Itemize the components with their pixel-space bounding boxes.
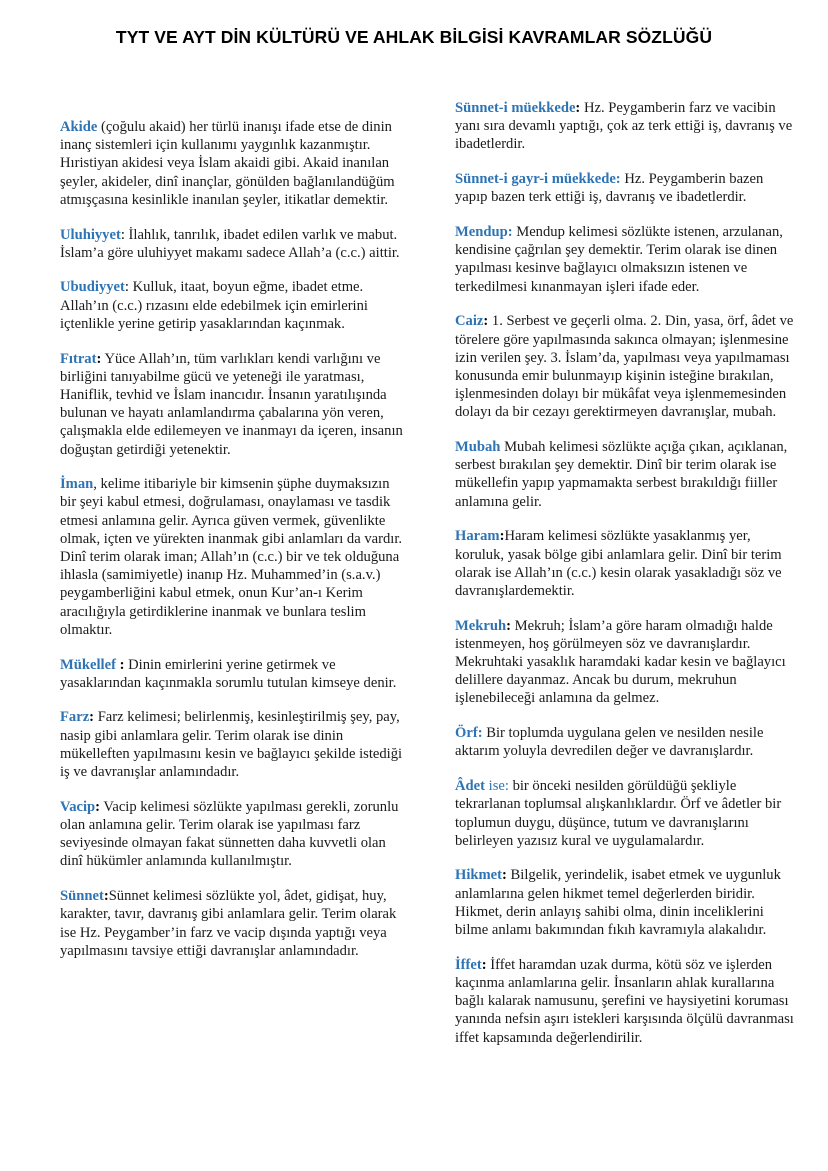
glossary-entry xyxy=(60,887,408,960)
term-separator: : xyxy=(506,617,511,634)
glossary-entry xyxy=(60,798,408,871)
glossary-term-suffix: ise: xyxy=(485,778,509,795)
glossary-entry xyxy=(455,312,797,421)
glossary-definition: Haram kelimesi sözlükte yasaklanmış yer, koruluk, yasak bölge gibi anlamlara gelir. Dinî bir terim olarak ise Allah’ın (c.c.) kesin olarak yasakladığı söz ve davranışlardemektir. xyxy=(455,528,782,599)
glossary-entry xyxy=(60,475,408,639)
glossary-entry xyxy=(60,656,408,692)
glossary-term: İman xyxy=(60,476,94,493)
glossary-entry xyxy=(60,350,408,459)
term-separator: : xyxy=(120,226,125,243)
glossary-definition: Yüce Allah’ın, tüm varlıkları kendi varlığını ve birliğini tanıyabilme gücü ve yeteneği ile yaratması, Haniflik, tevhid ve İslam inancıdır. İnsanın yaratılışında bulunan ve hayatı anlamlandırma çabalarına yön veren, çalışmakla elde edilemeyen ve inanmayı da içeren, insanın doğuştan getirdiği yetenektir. xyxy=(60,350,403,458)
glossary-term: İffet xyxy=(455,956,482,973)
term-separator: : xyxy=(115,656,125,673)
glossary-term: Caiz xyxy=(455,313,484,330)
term-separator: : xyxy=(96,350,102,367)
glossary-definition: Hz. Peygamberin farz ve vacibin yanı sıra devamlı yaptığı, çok az terk ettiği iş, davranış ve ibadetlerdir. xyxy=(455,100,793,153)
term-separator: : xyxy=(89,709,95,726)
glossary-definition: Mekruh; İslam’a göre haram olmadığı halde istenmeyen, hoş görülmeyen söz ve davranışlardır. Mekruhtaki yasaklık haramdaki kadar kesin ve bağlayıcı delillere dayanmaz. Ancak bu durum, mekruhun işlenebileceği anlamına da gelmez. xyxy=(455,617,786,707)
glossary-term: Sünnet xyxy=(60,888,104,905)
glossary-term: Farz xyxy=(60,709,90,726)
glossary-definition: Mubah kelimesi sözlükte açığa çıkan, açıklanan, serbest bırakılan şey demektir. Dinî bir terim olarak ise mükellefin yapıp yapmamakta serbest bırakıldığı fiiller anlamına gelir. xyxy=(455,439,788,510)
glossary-term: Mendup: xyxy=(455,224,513,241)
glossary-entry xyxy=(455,223,797,296)
glossary-term: Örf: xyxy=(455,725,483,742)
glossary-term: Mubah xyxy=(455,439,501,456)
glossary-term: Uluhiyyet xyxy=(60,226,121,243)
term-separator: : xyxy=(124,279,129,296)
term-separator: : xyxy=(483,313,489,330)
glossary-right-column xyxy=(455,99,797,1063)
glossary-entry xyxy=(455,99,797,154)
glossary-entry xyxy=(455,866,797,939)
glossary-entry xyxy=(60,118,408,209)
glossary-definition: Sünnet kelimesi sözlükte yol, âdet, gidişat, huy, karakter, tavır, davranış gibi anlamlara gelir. Terim olarak ise Hz. Peygamber’in farz ve vacip dışında yaptığı veya yapılmasını tavsiye ettiği davranışlar anlamındadır. xyxy=(60,888,397,959)
glossary-term: Sünnet-i müekkede xyxy=(455,100,576,116)
glossary-entry xyxy=(455,777,797,850)
glossary-entry xyxy=(60,708,408,781)
term-separator: : xyxy=(95,798,101,815)
term-separator: : xyxy=(502,867,507,884)
glossary-definition: Mendup kelimesi sözlükte istenen, arzulanan, kendisine çağrılan şey demektir. Terim olarak ise dinen yapılması kesinve bağlayıcı olmaksızın istenen ve terkedilmesi kınanmayan işleri ifade eder. xyxy=(455,224,783,295)
glossary-definition: Farz kelimesi; belirlenmiş, kesinleştirilmiş şey, pay, nasip gibi anlamlara gelir. Terim olarak ise dinin mükelleften yapılmasını kesin ve bağlayıcı şekilde istediği iş ve davranışlar anlamındadır. xyxy=(60,709,403,781)
term-separator: : xyxy=(575,100,581,116)
glossary-term: Vacip xyxy=(60,798,96,815)
glossary-entry xyxy=(455,438,797,511)
glossary-term: Mükellef xyxy=(60,656,116,673)
glossary-term: Fıtrat xyxy=(60,350,97,367)
glossary-definition: Dinin emirlerini yerine getirmek ve yasaklarından kaçınmakla sorumlu tutulan kimseye denir. xyxy=(60,656,397,691)
glossary-definition: Bilgelik, yerindelik, isabet etmek ve uygunluk anlamlarına gelen hikmet temel değerlerden biridir. Hikmet, derin anlayış sahibi olma, dinin inceliklerini bilme anlamı bakımından fıkıh kavramıyla alakalıdır. xyxy=(455,867,781,939)
glossary-entry xyxy=(455,724,797,760)
glossary-definition: Vacip kelimesi sözlükte yapılması gerekli, zorunlu olan anlamına gelir. Terim olarak ise yapılması farz seviyesinde olmayan fakat sünnetten daha kuvvetli olan dinî hükümler anlamında kullanılmıştır. xyxy=(60,798,399,870)
glossary-term: Sünnet-i gayr-i müekkede: xyxy=(455,171,621,188)
glossary-definition: İffet haramdan uzak durma, kötü söz ve işlerden kaçınma anlamlarına gelir. İnsanların ahlak kurallarına bağlı kalarak namusunu, şerefini ve haysiyetini koruması yanında nefsin aşırı istekleri karşısında ölçülü davranması iffet kapsamında değerlendirilir. xyxy=(455,956,794,1046)
glossary-definition: bir önceki nesilden görüldüğü şekliyle tekrarlanan toplumsal alışkanlıklardır. Örf ve âdetler bir toplumun duygu, düşünce, tutum ve davranışlarını belirleyen yazısız kural ve uygulamalardır. xyxy=(455,778,782,849)
glossary-term: Haram xyxy=(455,528,500,545)
glossary-term: Mekruh xyxy=(455,617,507,634)
glossary-entry xyxy=(455,617,797,708)
glossary-entry xyxy=(455,527,797,600)
glossary-term: Ubudiyyet xyxy=(60,279,125,296)
glossary-definition: 1. Serbest ve geçerli olma. 2. Din, yasa, örf, âdet ve törelere göre yapılmasında sakınca olmayan; işlenmesine izin verilen şey. 3. İslam’da, yapılması veya yapılmaması konusunda emir bulunmayıp kişinin isteğine bırakılan, işlenmesinden dolayı bir mükâfat veya işlenmemesinden dolayı da bir cezayı gerektirmeyen davranışlar, mubah. xyxy=(455,313,794,421)
glossary-definition: , kelime itibariyle bir kimsenin şüphe duymaksızın bir şeyi kabul etmesi, doğrulaması, onaylaması ve tasdik etmesi anlamına gelir. Ayrıca güven vermek, güvenlikte olmak, içten ve yürekten inanmak gibi anlamları da vardır. Dinî terim olarak iman; Allah’ın (c.c.) bir ve tek olduğuna ihlasla (samimiyetle) inanıp Hz. Muhammed’in (s.a.v.) peygamberliğini kabul etmek, onun Kur’an-ı Kerim aracılığıyla getirdiklerine inanmak ve bunlara teslim olmaktır. xyxy=(60,476,403,638)
glossary-definition: İlahlık, tanrılık, ibadet edilen varlık ve mabut. İslam’a göre uluhiyyet makamı sadece Allah’a (c.c.) aittir. xyxy=(60,226,400,261)
glossary-entry xyxy=(60,278,408,333)
glossary-entry xyxy=(60,226,408,262)
glossary-term: Âdet xyxy=(455,778,485,795)
glossary-term: Hikmet xyxy=(455,867,503,884)
page-title: TYT VE AYT DİN KÜLTÜRÜ VE AHLAK BİLGİSİ KAVRAMLAR SÖZLÜĞÜ xyxy=(115,27,713,47)
glossary-definition: Kulluk, itaat, boyun eğme, ibadet etme. Allah’ın (c.c.) rızasını elde edebilmek için emirlerini içtenlikle yerine getirip yasaklarından kaçınmak. xyxy=(60,279,368,332)
glossary-definition: Bir toplumda uygulana gelen ve nesilden nesile aktarım yoluyla devredilen değer ve davranışlardır. xyxy=(455,725,764,760)
glossary-entry xyxy=(455,170,797,206)
glossary-left-column xyxy=(60,118,408,976)
glossary-entry xyxy=(455,956,797,1047)
term-separator: : xyxy=(499,528,505,545)
term-separator: : xyxy=(481,956,487,973)
term-separator: : xyxy=(103,888,109,905)
glossary-definition: (çoğulu akaid) her türlü inanışı ifade etse de dinin inanç sistemleri için kullanımı yaygınlık kazanmıştır. Hıristiyan akidesi veya İslam akaidi gibi. Akaid inanılan şeyler, akideler, dinî inançlar, gönülden bağlanılandüğüm atmışçasına kesinlikle inanılan şeyler, itikatlar demektir. xyxy=(60,119,395,208)
glossary-definition: Hz. Peygamberin bazen yapıp bazen terk ettiği iş, davranış ve ibadetlerdir. xyxy=(455,171,764,206)
glossary-term: Akide xyxy=(60,119,98,135)
